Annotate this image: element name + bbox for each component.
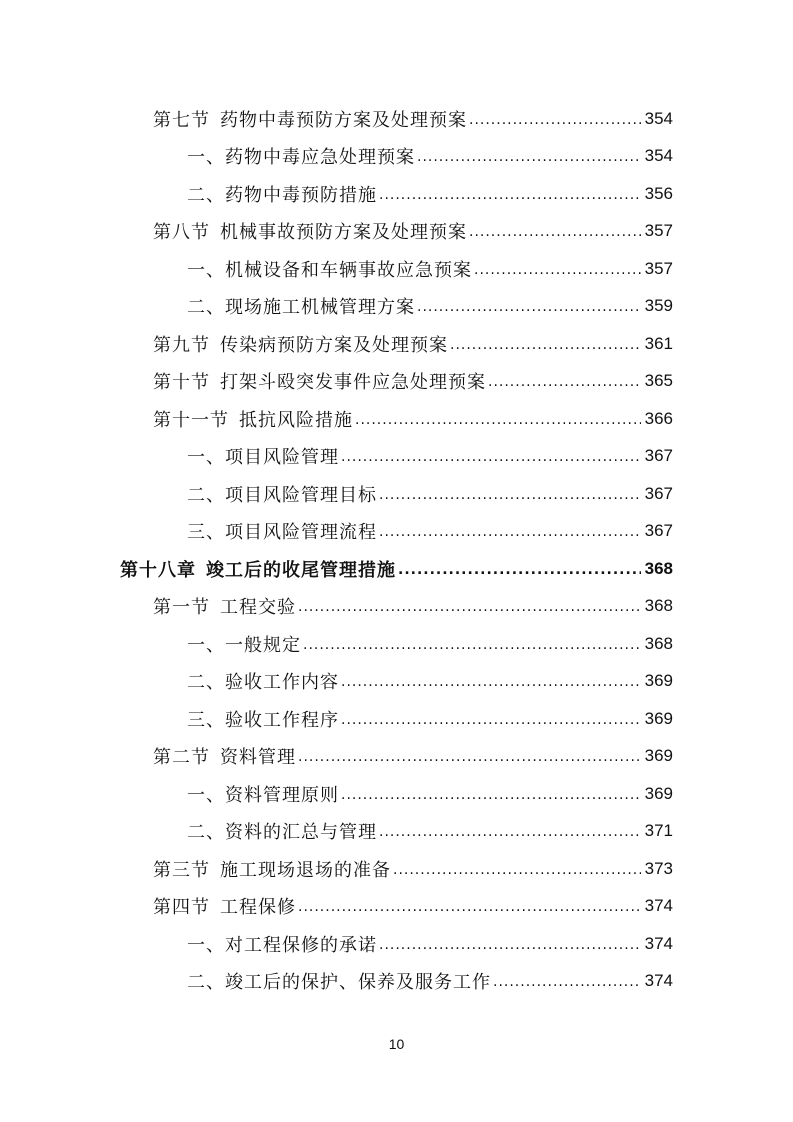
toc-entry-page: 357 <box>644 258 673 278</box>
toc-entry-title: 药物中毒应急处理预案 <box>225 147 415 168</box>
dot-leader <box>379 184 641 204</box>
dot-leader <box>298 896 641 916</box>
dot-leader <box>355 409 641 429</box>
toc-entry-page: 365 <box>644 371 673 390</box>
toc-entry[interactable] <box>187 138 673 175</box>
toc-entry[interactable] <box>187 288 673 325</box>
toc-entry-number: 第八节 <box>153 222 210 243</box>
dot-leader <box>379 934 641 954</box>
toc-entry-number: 第二节 <box>153 747 210 768</box>
toc-entry-title: 资料的汇总与管理 <box>225 822 377 843</box>
toc-entry-page: 369 <box>644 708 673 728</box>
toc-entry-title: 药物中毒预防方案及处理预案 <box>220 109 467 131</box>
toc-entry-title: 抵抗风险措施 <box>239 409 353 431</box>
toc-entry-page: 356 <box>644 183 673 203</box>
toc-entry-title: 验收工作内容 <box>225 672 339 693</box>
toc-entry-title: 工程交验 <box>220 597 296 618</box>
toc-entry-title: 项目风险管理流程 <box>225 522 377 543</box>
dot-leader <box>298 746 641 766</box>
toc-entry[interactable] <box>153 363 673 400</box>
toc-entry-number: 一、 <box>187 634 225 656</box>
toc-entry-number: 第九节 <box>153 334 210 356</box>
dot-leader <box>469 221 641 241</box>
toc-entry-title: 验收工作程序 <box>225 709 339 731</box>
toc-entry-title: 项目风险管理目标 <box>225 484 377 506</box>
toc-entry-number: 三、 <box>187 709 225 731</box>
toc-entry[interactable] <box>187 513 673 550</box>
dot-leader <box>393 859 641 879</box>
toc-entry-title: 工程保修 <box>220 897 296 918</box>
toc-entry-title: 机械设备和车辆事故应急预案 <box>225 259 472 281</box>
dot-leader <box>398 559 641 579</box>
toc-entry[interactable] <box>187 663 673 700</box>
toc-entry-title: 药物中毒预防措施 <box>225 184 377 206</box>
dot-leader <box>493 971 641 991</box>
toc-entry-page: 374 <box>644 933 673 953</box>
dot-leader <box>450 334 641 354</box>
toc-entry[interactable] <box>153 100 673 137</box>
toc-entry-number: 第十八章 <box>120 559 196 581</box>
toc-entry-page: 366 <box>644 408 673 428</box>
toc-entry-title: 一般规定 <box>225 634 301 656</box>
toc-entry-number: 一、 <box>187 447 225 468</box>
toc-entry[interactable] <box>187 250 673 287</box>
dot-leader <box>298 596 641 616</box>
toc-entry-page: 357 <box>644 221 673 240</box>
toc-entry[interactable] <box>153 588 673 625</box>
toc-entry-title: 资料管理 <box>220 747 296 768</box>
toc-entry-title: 资料管理原则 <box>225 784 339 806</box>
toc-entry-page: 371 <box>644 821 673 840</box>
dot-leader <box>469 109 641 129</box>
toc-entry[interactable] <box>153 400 673 437</box>
dot-leader <box>488 371 641 391</box>
toc-entry[interactable] <box>187 775 673 812</box>
toc-entry-number: 一、 <box>187 934 225 956</box>
toc-entry-page: 367 <box>644 446 673 465</box>
toc-entry-number: 二、 <box>187 972 225 993</box>
toc-entry[interactable] <box>187 175 673 212</box>
toc-entry-number: 第十一节 <box>153 409 229 431</box>
toc-entry-title: 对工程保修的承诺 <box>225 934 377 956</box>
toc-entry-page: 369 <box>644 746 673 765</box>
dot-leader <box>379 484 641 504</box>
page-number: 10 <box>388 1036 405 1052</box>
toc-entry[interactable] <box>187 625 673 662</box>
dot-leader <box>379 521 641 541</box>
toc-entry-title: 打架斗殴突发事件应急处理预案 <box>220 372 486 393</box>
dot-leader <box>417 296 641 316</box>
toc-entry[interactable] <box>187 963 673 1000</box>
toc-entry-page: 369 <box>644 671 673 690</box>
toc-entry-page: 369 <box>644 783 673 803</box>
toc-entry-page: 374 <box>644 971 673 990</box>
toc-entry[interactable] <box>187 813 673 850</box>
dot-leader <box>341 709 641 729</box>
toc-entry-number: 一、 <box>187 784 225 806</box>
toc-entry-page: 367 <box>644 483 673 503</box>
toc-entry-title: 竣工后的保护、保养及服务工作 <box>225 972 491 993</box>
dot-leader <box>341 446 641 466</box>
toc-entry-number: 三、 <box>187 522 225 543</box>
toc-entry-number: 第四节 <box>153 897 210 918</box>
dot-leader <box>341 784 641 804</box>
toc-entry-title: 竣工后的收尾管理措施 <box>206 559 396 581</box>
toc-entry-page: 367 <box>644 521 673 540</box>
toc-entry-number: 第三节 <box>153 859 210 881</box>
toc-entry-page: 354 <box>644 108 673 128</box>
toc-entry-number: 二、 <box>187 297 225 318</box>
toc-entry-number: 第十节 <box>153 372 210 393</box>
toc-entry[interactable] <box>187 475 673 512</box>
toc-entry-page: 359 <box>644 296 673 315</box>
toc-entry[interactable] <box>153 325 673 362</box>
toc-entry-page: 368 <box>644 633 673 653</box>
toc-entry-page: 354 <box>644 146 673 165</box>
toc-entry[interactable] <box>153 850 673 887</box>
toc-entry-title: 项目风险管理 <box>225 447 339 468</box>
toc-entry[interactable] <box>153 738 673 775</box>
toc-entry-page: 368 <box>644 558 673 578</box>
toc-entry-number: 第七节 <box>153 109 210 131</box>
toc-entry-number: 二、 <box>187 484 225 506</box>
toc-entry-page: 374 <box>644 896 673 915</box>
toc-chapter-entry[interactable] <box>120 550 673 587</box>
toc-entry-page: 373 <box>644 858 673 878</box>
toc-entry-page: 361 <box>644 333 673 353</box>
toc-entry[interactable] <box>187 925 673 962</box>
dot-leader <box>303 634 641 654</box>
toc-entry-number: 二、 <box>187 672 225 693</box>
toc-entry[interactable] <box>187 700 673 737</box>
dot-leader <box>341 671 641 691</box>
toc-entry-title: 传染病预防方案及处理预案 <box>220 334 448 356</box>
toc-entry[interactable] <box>153 213 673 250</box>
dot-leader <box>474 259 641 279</box>
dot-leader <box>417 146 641 166</box>
toc-entry-number: 二、 <box>187 822 225 843</box>
toc-entry[interactable] <box>187 438 673 475</box>
toc-entry-title: 现场施工机械管理方案 <box>225 297 415 318</box>
toc-entry-number: 一、 <box>187 147 225 168</box>
toc-entry[interactable] <box>153 888 673 925</box>
toc-entry-number: 二、 <box>187 184 225 206</box>
toc-entry-number: 第一节 <box>153 597 210 618</box>
toc-entry-number: 一、 <box>187 259 225 281</box>
toc-entry-title: 机械事故预防方案及处理预案 <box>220 222 467 243</box>
toc-entry-title: 施工现场退场的准备 <box>220 859 391 881</box>
toc-entry-page: 368 <box>644 596 673 615</box>
dot-leader <box>379 821 641 841</box>
